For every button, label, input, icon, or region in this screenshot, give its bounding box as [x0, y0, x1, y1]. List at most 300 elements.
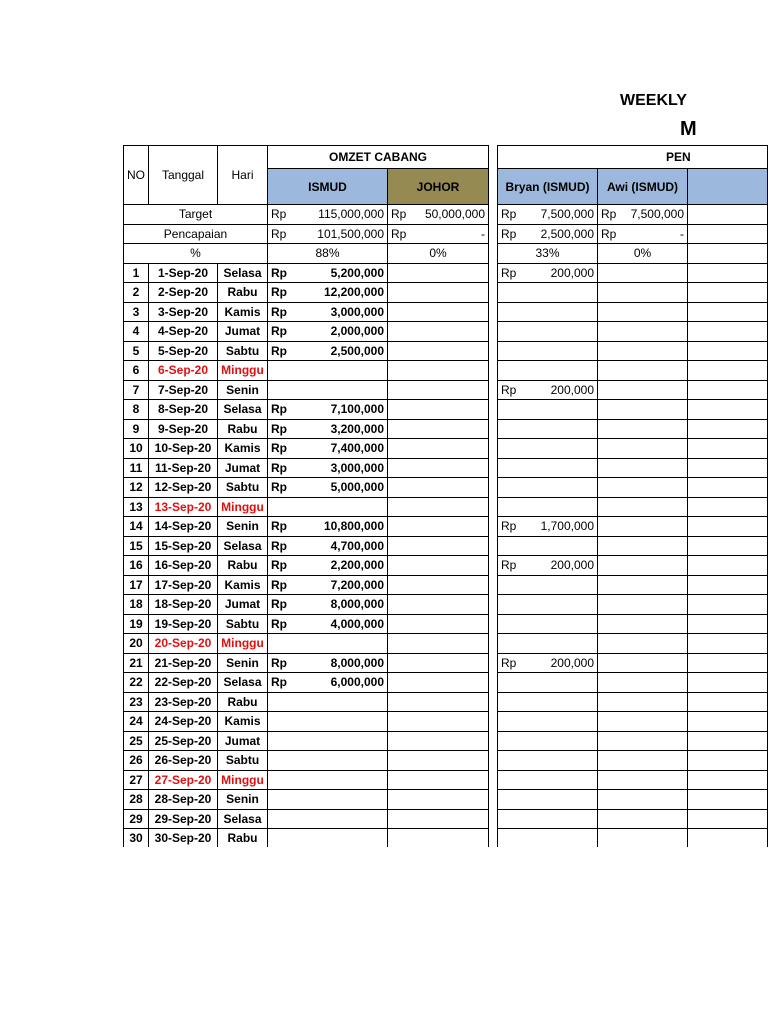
row-johor [388, 400, 489, 420]
row-ismud [268, 712, 388, 732]
row-awi [598, 322, 688, 342]
gap-column [489, 595, 498, 615]
gap-column [489, 361, 498, 381]
row-day: Rabu [218, 419, 268, 439]
row-extra [688, 322, 768, 342]
row-extra [688, 673, 768, 693]
row-ismud: Rp 3,200,000 [268, 419, 388, 439]
row-day: Jumat [218, 731, 268, 751]
row-no: 25 [124, 731, 149, 751]
pencapaian-ismud: Rp 101,500,000 [268, 224, 388, 244]
row-johor [388, 536, 489, 556]
row-no: 22 [124, 673, 149, 693]
row-johor [388, 458, 489, 478]
spreadsheet [123, 145, 768, 847]
row-day: Senin [218, 380, 268, 400]
gap-column [489, 302, 498, 322]
row-awi [598, 634, 688, 654]
row-bryan [498, 458, 598, 478]
row-extra [688, 361, 768, 381]
table-row [124, 712, 768, 732]
row-extra [688, 536, 768, 556]
row-no: 4 [124, 322, 149, 342]
row-date: 15-Sep-20 [149, 536, 218, 556]
row-awi [598, 478, 688, 498]
header-ismud: ISMUD [268, 169, 388, 205]
row-johor [388, 361, 489, 381]
row-bryan [498, 283, 598, 303]
row-extra [688, 439, 768, 459]
row-awi [598, 712, 688, 732]
gap-column [489, 146, 498, 169]
row-ismud: Rp 7,100,000 [268, 400, 388, 420]
percent-johor: 0% [388, 244, 489, 264]
gap-column [489, 341, 498, 361]
row-ismud [268, 380, 388, 400]
row-day: Minggu [218, 497, 268, 517]
table-row [124, 419, 768, 439]
row-johor [388, 809, 489, 829]
header-omzet-cabang: OMZET CABANG [268, 146, 489, 169]
row-awi [598, 517, 688, 537]
row-no: 13 [124, 497, 149, 517]
row-ismud: Rp 6,000,000 [268, 673, 388, 693]
percent-awi: 0% [598, 244, 688, 264]
row-ismud: Rp 2,200,000 [268, 556, 388, 576]
row-day: Rabu [218, 829, 268, 848]
row-extra [688, 653, 768, 673]
row-extra [688, 283, 768, 303]
gap-column [489, 517, 498, 537]
row-date: 5-Sep-20 [149, 341, 218, 361]
row-extra [688, 634, 768, 654]
row-no: 30 [124, 829, 149, 848]
pencapaian-bryan: Rp 2,500,000 [498, 224, 598, 244]
row-johor [388, 829, 489, 848]
row-johor [388, 751, 489, 771]
row-awi [598, 263, 688, 283]
pencapaian-awi: Rp - [598, 224, 688, 244]
row-awi [598, 809, 688, 829]
header-bryan: Bryan (ISMUD) [498, 169, 598, 205]
row-ismud: Rp 7,400,000 [268, 439, 388, 459]
row-day: Selasa [218, 673, 268, 693]
row-johor [388, 692, 489, 712]
row-date: 17-Sep-20 [149, 575, 218, 595]
row-johor [388, 439, 489, 459]
row-bryan [498, 751, 598, 771]
pencapaian-label: Pencapaian [124, 224, 268, 244]
row-ismud: Rp 7,200,000 [268, 575, 388, 595]
row-extra [688, 458, 768, 478]
row-no: 18 [124, 595, 149, 615]
row-bryan [498, 770, 598, 790]
row-ismud: Rp 4,000,000 [268, 614, 388, 634]
row-awi [598, 361, 688, 381]
table-row [124, 556, 768, 576]
row-day: Jumat [218, 322, 268, 342]
table-row [124, 575, 768, 595]
table-row [124, 829, 768, 848]
row-no: 3 [124, 302, 149, 322]
row-date: 4-Sep-20 [149, 322, 218, 342]
row-day: Minggu [218, 634, 268, 654]
table-row [124, 790, 768, 810]
row-date: 9-Sep-20 [149, 419, 218, 439]
table-row [124, 809, 768, 829]
row-johor [388, 419, 489, 439]
row-ismud: Rp 5,200,000 [268, 263, 388, 283]
row-day: Kamis [218, 575, 268, 595]
row-johor [388, 380, 489, 400]
row-date: 7-Sep-20 [149, 380, 218, 400]
row-johor [388, 497, 489, 517]
header-extra [688, 169, 768, 205]
row-no: 28 [124, 790, 149, 810]
row-day: Rabu [218, 556, 268, 576]
row-bryan [498, 634, 598, 654]
row-awi [598, 614, 688, 634]
gap-column [489, 829, 498, 848]
row-no: 24 [124, 712, 149, 732]
row-ismud: Rp 2,000,000 [268, 322, 388, 342]
row-awi [598, 595, 688, 615]
row-extra [688, 790, 768, 810]
row-awi [598, 829, 688, 848]
row-no: 12 [124, 478, 149, 498]
percent-extra [688, 244, 768, 264]
row-johor [388, 556, 489, 576]
row-day: Sabtu [218, 751, 268, 771]
row-ismud [268, 751, 388, 771]
table-row [124, 614, 768, 634]
row-bryan [498, 536, 598, 556]
row-no: 23 [124, 692, 149, 712]
row-bryan [498, 302, 598, 322]
table-row [124, 634, 768, 654]
row-bryan [498, 614, 598, 634]
row-day: Rabu [218, 283, 268, 303]
row-awi [598, 575, 688, 595]
row-johor [388, 302, 489, 322]
gap-column [489, 205, 498, 225]
row-awi [598, 692, 688, 712]
row-ismud: Rp 12,200,000 [268, 283, 388, 303]
gap-column [489, 809, 498, 829]
row-no: 1 [124, 263, 149, 283]
table-row [124, 458, 768, 478]
table-row [124, 751, 768, 771]
table-row [124, 380, 768, 400]
header-pen: PEN [498, 146, 768, 169]
row-date: 30-Sep-20 [149, 829, 218, 848]
row-date: 27-Sep-20 [149, 770, 218, 790]
row-awi [598, 283, 688, 303]
target-johor: Rp 50,000,000 [388, 205, 489, 225]
row-extra [688, 400, 768, 420]
row-johor [388, 517, 489, 537]
table-row [124, 302, 768, 322]
row-awi [598, 419, 688, 439]
row-awi [598, 653, 688, 673]
row-day: Selasa [218, 536, 268, 556]
row-bryan [498, 575, 598, 595]
row-awi [598, 458, 688, 478]
row-day: Senin [218, 653, 268, 673]
gap-column [489, 439, 498, 459]
row-ismud [268, 692, 388, 712]
percent-ismud: 88% [268, 244, 388, 264]
row-date: 6-Sep-20 [149, 361, 218, 381]
row-day: Kamis [218, 712, 268, 732]
row-date: 26-Sep-20 [149, 751, 218, 771]
gap-column [489, 673, 498, 693]
row-no: 11 [124, 458, 149, 478]
row-awi [598, 380, 688, 400]
row-ismud: Rp 10,800,000 [268, 517, 388, 537]
row-bryan [498, 673, 598, 693]
row-johor [388, 322, 489, 342]
row-day: Sabtu [218, 614, 268, 634]
row-no: 16 [124, 556, 149, 576]
row-no: 14 [124, 517, 149, 537]
table-row [124, 439, 768, 459]
row-no: 9 [124, 419, 149, 439]
table-row [124, 400, 768, 420]
row-no: 19 [124, 614, 149, 634]
row-extra [688, 419, 768, 439]
row-ismud [268, 361, 388, 381]
target-extra [688, 205, 768, 225]
row-ismud [268, 790, 388, 810]
row-bryan [498, 478, 598, 498]
row-ismud [268, 829, 388, 848]
row-ismud [268, 634, 388, 654]
row-date: 14-Sep-20 [149, 517, 218, 537]
row-johor [388, 712, 489, 732]
gap-column [489, 458, 498, 478]
row-bryan [498, 829, 598, 848]
row-no: 15 [124, 536, 149, 556]
row-ismud [268, 770, 388, 790]
row-no: 27 [124, 770, 149, 790]
row-extra [688, 829, 768, 848]
gap-column [489, 169, 498, 205]
row-date: 21-Sep-20 [149, 653, 218, 673]
row-date: 19-Sep-20 [149, 614, 218, 634]
percent-bryan: 33% [498, 244, 598, 264]
table-row [124, 283, 768, 303]
row-ismud: Rp 3,000,000 [268, 458, 388, 478]
row-johor [388, 283, 489, 303]
gap-column [489, 790, 498, 810]
header-johor: JOHOR [388, 169, 489, 205]
table-row [124, 478, 768, 498]
row-awi [598, 790, 688, 810]
row-johor [388, 770, 489, 790]
row-date: 24-Sep-20 [149, 712, 218, 732]
row-ismud [268, 497, 388, 517]
row-day: Jumat [218, 595, 268, 615]
table-row [124, 517, 768, 537]
table-row [124, 497, 768, 517]
target-label: Target [124, 205, 268, 225]
row-ismud [268, 731, 388, 751]
row-bryan [498, 790, 598, 810]
table-row [124, 653, 768, 673]
row-awi [598, 341, 688, 361]
row-no: 10 [124, 439, 149, 459]
row-awi [598, 400, 688, 420]
row-ismud: Rp 4,700,000 [268, 536, 388, 556]
row-extra [688, 712, 768, 732]
row-johor [388, 614, 489, 634]
row-no: 17 [124, 575, 149, 595]
row-day: Senin [218, 517, 268, 537]
row-day: Selasa [218, 263, 268, 283]
row-bryan [498, 361, 598, 381]
gap-column [489, 556, 498, 576]
gap-column [489, 244, 498, 264]
table-row [124, 322, 768, 342]
row-no: 21 [124, 653, 149, 673]
row-bryan: Rp 200,000 [498, 653, 598, 673]
row-extra [688, 575, 768, 595]
row-date: 18-Sep-20 [149, 595, 218, 615]
row-johor [388, 673, 489, 693]
row-bryan [498, 809, 598, 829]
gap-column [489, 263, 498, 283]
row-date: 22-Sep-20 [149, 673, 218, 693]
header-awi: Awi (ISMUD) [598, 169, 688, 205]
row-extra [688, 497, 768, 517]
row-date: 8-Sep-20 [149, 400, 218, 420]
row-extra [688, 809, 768, 829]
gap-column [489, 653, 498, 673]
row-awi [598, 673, 688, 693]
report-title: WEEKLY [620, 92, 687, 109]
gap-column [489, 731, 498, 751]
row-date: 3-Sep-20 [149, 302, 218, 322]
row-extra [688, 770, 768, 790]
row-day: Kamis [218, 439, 268, 459]
row-day: Rabu [218, 692, 268, 712]
gap-column [489, 575, 498, 595]
row-ismud: Rp 2,500,000 [268, 341, 388, 361]
row-date: 13-Sep-20 [149, 497, 218, 517]
row-extra [688, 595, 768, 615]
row-day: Selasa [218, 400, 268, 420]
header-tanggal: Tanggal [149, 146, 218, 205]
row-johor [388, 790, 489, 810]
table-row [124, 595, 768, 615]
table-row [124, 536, 768, 556]
row-ismud: Rp 8,000,000 [268, 653, 388, 673]
row-johor [388, 575, 489, 595]
gap-column [489, 614, 498, 634]
row-extra [688, 478, 768, 498]
row-date: 16-Sep-20 [149, 556, 218, 576]
row-no: 20 [124, 634, 149, 654]
gap-column [489, 692, 498, 712]
row-johor [388, 634, 489, 654]
row-date: 25-Sep-20 [149, 731, 218, 751]
row-bryan [498, 419, 598, 439]
percent-label: % [124, 244, 268, 264]
row-day: Sabtu [218, 341, 268, 361]
gap-column [489, 322, 498, 342]
row-johor [388, 341, 489, 361]
row-bryan [498, 731, 598, 751]
gap-column [489, 497, 498, 517]
row-ismud: Rp 8,000,000 [268, 595, 388, 615]
row-date: 11-Sep-20 [149, 458, 218, 478]
row-bryan [498, 595, 598, 615]
gap-column [489, 478, 498, 498]
row-extra [688, 692, 768, 712]
gap-column [489, 224, 498, 244]
row-extra [688, 556, 768, 576]
row-date: 29-Sep-20 [149, 809, 218, 829]
row-awi [598, 770, 688, 790]
row-bryan [498, 322, 598, 342]
row-date: 28-Sep-20 [149, 790, 218, 810]
row-extra [688, 614, 768, 634]
table-row [124, 263, 768, 283]
header-hari: Hari [218, 146, 268, 205]
row-no: 8 [124, 400, 149, 420]
pencapaian-extra [688, 224, 768, 244]
row-extra [688, 302, 768, 322]
row-extra [688, 263, 768, 283]
row-extra [688, 341, 768, 361]
table-row [124, 731, 768, 751]
row-day: Senin [218, 790, 268, 810]
row-awi [598, 731, 688, 751]
gap-column [489, 712, 498, 732]
row-day: Jumat [218, 458, 268, 478]
gap-column [489, 770, 498, 790]
row-bryan [498, 400, 598, 420]
table-row [124, 673, 768, 693]
row-extra [688, 751, 768, 771]
target-bryan: Rp 7,500,000 [498, 205, 598, 225]
report-subtitle: M [680, 118, 697, 140]
row-date: 12-Sep-20 [149, 478, 218, 498]
row-awi [598, 439, 688, 459]
row-date: 2-Sep-20 [149, 283, 218, 303]
row-awi [598, 536, 688, 556]
row-day: Kamis [218, 302, 268, 322]
row-date: 20-Sep-20 [149, 634, 218, 654]
table-row [124, 361, 768, 381]
row-date: 10-Sep-20 [149, 439, 218, 459]
header-no: NO [124, 146, 149, 205]
gap-column [489, 400, 498, 420]
gap-column [489, 380, 498, 400]
row-no: 29 [124, 809, 149, 829]
row-bryan: Rp 1,700,000 [498, 517, 598, 537]
row-day: Sabtu [218, 478, 268, 498]
row-ismud [268, 809, 388, 829]
row-day: Minggu [218, 770, 268, 790]
row-johor [388, 478, 489, 498]
row-date: 1-Sep-20 [149, 263, 218, 283]
row-awi [598, 556, 688, 576]
gap-column [489, 283, 498, 303]
row-awi [598, 751, 688, 771]
table-row [124, 692, 768, 712]
